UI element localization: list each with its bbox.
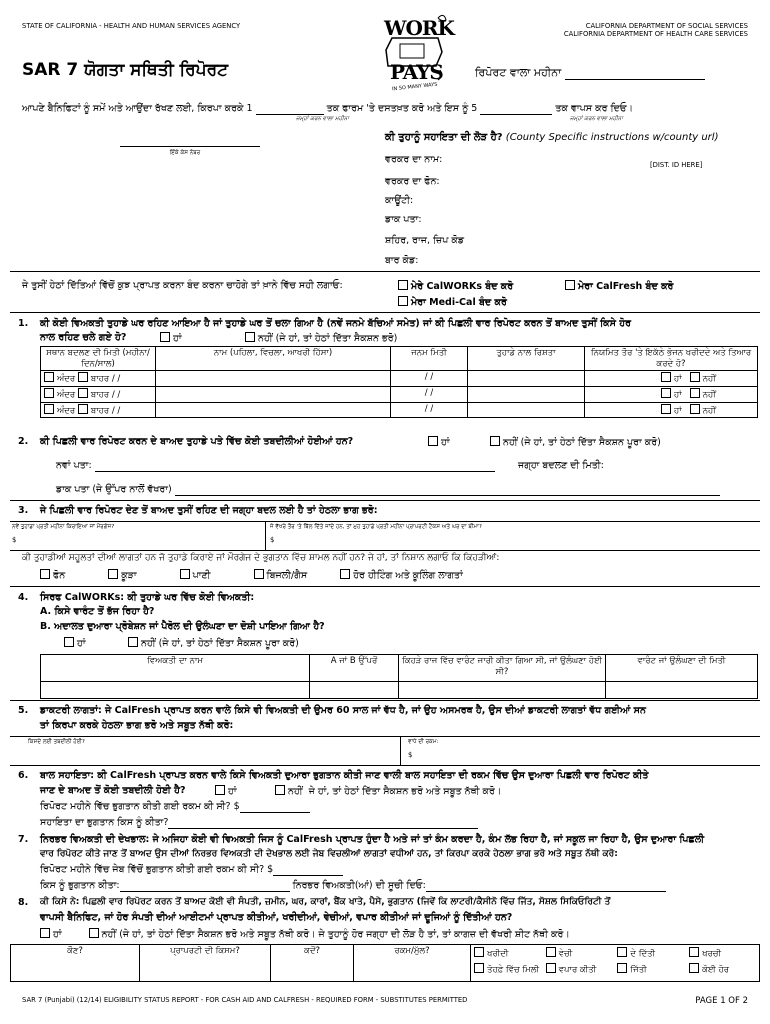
out-checkbox[interactable] — [78, 372, 88, 382]
out-checkbox[interactable] — [78, 388, 88, 398]
in-checkbox[interactable] — [44, 404, 54, 414]
q5-number: 5. — [18, 705, 29, 716]
table-row — [41, 682, 758, 699]
q4-no-label: ਨਹੀਂ (ਜੇ ਹਾਂ, ਤਾਂ ਹੇਠਾਂ ਦਿੱਤਾ ਸੈਕਸ਼ਨ ਪੂਰਾ ਕਰੋ) — [141, 638, 299, 649]
q4-col-state: ਕਿਹੜੇ ਰਾਜ ਵਿੱਚ ਵਾਰੰਟ ਜਾਰੀ ਕੀਤਾ ਗਿਆ ਸੀ, ਜਾਂ ਉਲੰਘਣਾ ਹੋਈ ਸੀ? — [399, 655, 606, 682]
q5-who-label: ਕਿਸਦੇ ਲਈ ਤਬਦੀਲੀ ਹੋਈ? — [28, 739, 85, 745]
q7-amount-input[interactable] — [273, 866, 343, 876]
bought-label: ਖਰੀਦੀ — [487, 949, 509, 959]
help-question-text: ਕੀ ਤੁਹਾਨੂੰ ਸਹਾਇਤਾ ਦੀ ਲੋੜ ਹੈ? — [385, 132, 503, 143]
yes-checkbox[interactable] — [661, 372, 671, 382]
q5-text: ਡਾਕਟਰੀ ਲਾਗਤਾਂ: ਜੇ CalFresh ਪ੍ਰਾਪਤ ਕਰਨ ਵਾਲੇ ਕਿਸੇ ਵੀ ਵਿਅਕਤੀ ਦੀ ਉਮਰ 60 ਸਾਲ ਜਾਂ ਵੱਧ ਹੈ, ਜਾਂ ਉਹ ਅਸਮਰਥ ਹੈ, ਉਸ ਦੀਆਂ ਡਾਕਟਰੀ ਲਾਗਤਾਂ ਵੱਧ ਗਈਆਂ ਸਨ — [40, 705, 646, 716]
q8-no-label: ਨਹੀਂ (ਜੇ ਹਾਂ, ਤਾਂ ਹੇਠਾਂ ਦਿੱਤਾ ਸੈਕਸ਼ਨ ਭਰੋ ਅਤੇ ਸਬੂਤ ਨੱਥੀ ਕਰੋ। ਜੇ ਤੁਹਾਨੂੰ ਹੋਰ ਜਗ੍ਹਾ ਦੀ ਲੋੜ ਹੈ ਤਾਂ, ਤਾਂ ਕਾਗਜ਼ ਦੀ ਵੱਖਰੀ ਸ਼ੀਟ ਨੱਥੀ ਕਰੋ। — [101, 929, 570, 940]
divider — [10, 700, 760, 701]
q6-no-option[interactable] — [275, 785, 501, 798]
q2-mailing — [56, 484, 720, 496]
county-label: ਕਾਊਂਟੀ: — [385, 195, 414, 206]
yes-checkbox[interactable] — [661, 388, 671, 398]
divider — [10, 271, 760, 272]
q2-yes-option[interactable] — [428, 436, 450, 449]
utility-garbage[interactable] — [108, 570, 136, 581]
no-label: ਨਹੀਂ — [702, 405, 716, 416]
q8-yes-option[interactable] — [40, 929, 62, 940]
q2-number: 2. — [18, 436, 29, 447]
logo-tagline: IN SO MANY WAYS — [391, 81, 438, 93]
q1-number: 1. — [18, 318, 29, 329]
other-checkbox[interactable] — [689, 963, 699, 973]
worker-name: ਵਰਕਰ ਦਾ ਨਾਮ: — [385, 154, 443, 165]
intro-due-month-1[interactable] — [256, 105, 324, 115]
rent-label: ਨਵੇਂ ਤੁਹਾਡਾ ਪ੍ਰਤੀ ਮਹੀਨਾ ਕਿਰਾਇਆ ਜਾਂ ਮੌਰਗੇਜ? — [12, 524, 115, 530]
form-page — [10, 0, 760, 1024]
q7-amount — [40, 864, 343, 876]
q4-b: B. ਅਦਾਲਤ ਦੁਆਰਾ ਪ੍ਰੋਬੇਸ਼ਨ ਜਾਂ ਪੈਰੋਲ ਦੀ ਉਲੰਘਣਾ ਦਾ ਦੋਸ਼ੀ ਪਾਇਆ ਗਿਆ ਹੈ? — [40, 621, 325, 632]
q8-col-amount[interactable]: ਰਕਮ/ਮੁੱਲ? — [354, 945, 471, 982]
q2-no-option[interactable] — [490, 436, 661, 449]
in-label: ਅੰਦਰ — [57, 405, 76, 416]
q7-dependents-input[interactable] — [426, 882, 666, 892]
q8-col-when[interactable]: ਕਦੋਂ? — [271, 945, 354, 982]
stop-calworks-label: ਮੇਰੇ CalWORKs ਬੰਦ ਕਰੋ — [411, 281, 514, 292]
stop-calfresh-label: ਮੇਰਾ CalFresh ਬੰਦ ਕਰੋ — [578, 281, 674, 292]
report-month-label: ਰਿਪੋਰਟ ਵਾਲਾ ਮਹੀਨਾ — [475, 66, 562, 79]
q4-col-ab: A ਜਾਂ B ਉੱਪਰੋਂ — [310, 655, 399, 682]
table-row — [41, 386, 758, 402]
utilities-question: ਕੀ ਤੁਹਾਡੀਆਂ ਸਹੂਲਤਾਂ ਦੀਆਂ ਲਾਗਤਾਂ ਹਨ ਜੋ ਤੁਹਾਡੇ ਕਿਰਾਏ ਜਾਂ ਮੌਰਗੇਜ ਦੇ ਭੁਗਤਾਨ ਵਿੱਚ ਸ਼ਾਮਲ ਨਹੀਂ ਹਨ? ਜੇ ਹਾਂ, ਤਾਂ ਨਿਸ਼ਾਨ ਲਗਾਓ ਕਿ ਕਿਹੜੀਆਂ: — [22, 553, 500, 563]
logo-work-text: WORK — [384, 16, 454, 40]
divider — [10, 500, 760, 501]
tax-dollar[interactable]: $ — [270, 536, 275, 544]
spent-checkbox[interactable] — [689, 947, 699, 957]
footer-form-id: SAR 7 (Punjabi) (12/14) ELIGIBILITY STATUS REPORT - FOR CASH AID AND CALFRESH - REQUIRED FORM - SUBSTITUTES PERMITTED — [22, 996, 468, 1004]
q4-no-checkbox[interactable] — [128, 637, 138, 647]
gift-label: ਤੋਹਫ਼ੇ ਵਿੱਚ ਮਿਲੀ — [487, 965, 540, 976]
q4-no-option[interactable] — [128, 637, 299, 650]
county-note: (County Specific instructions w/county url) — [505, 132, 719, 143]
q2-text: ਕੀ ਪਿਛਲੀ ਵਾਰ ਰਿਪੋਰਟ ਕਰਨ ਦੇ ਬਾਅਦ ਤੁਹਾਡੇ ਪਤੇ ਵਿੱਚ ਕੋਈ ਤਬਦੀਲੀਆਂ ਹੋਈਆਂ ਹਨ? — [40, 436, 354, 447]
q1-col-dob: ਜਨਮ ਮਿਤੀ — [391, 347, 468, 371]
stop-prompt: ਜੇ ਤੁਸੀਂ ਹੇਠਾਂ ਦਿੱਤਿਆਂ ਵਿੱਚੋਂ ਕੁਝ ਪ੍ਰਾਪਤ ਕਰਨਾ ਬੰਦ ਕਰਨਾ ਚਾਹੋਗੇ ਤਾਂ ਖ਼ਾਨੇ ਵਿੱਚ ਸਹੀ ਲਗਾਓ: — [22, 280, 343, 291]
q8-col-type[interactable]: ਪ੍ਰਾਪਰਟੀ ਦੀ ਕਿਸਮ? — [140, 945, 271, 982]
out-label: ਬਾਹਰ — [90, 405, 110, 416]
yes-checkbox[interactable] — [661, 404, 671, 414]
heating-cooling-label: ਹੋਰ ਹੀਟਿੰਗ ਅਤੇ ਕੂਲਿੰਗ ਲਾਗਤਾਂ — [353, 570, 463, 581]
in-label: ਅੰਦਰ — [57, 389, 76, 400]
report-month-input[interactable] — [565, 70, 705, 80]
phone-checkbox[interactable] — [40, 569, 50, 579]
q1-row-relationship[interactable] — [468, 371, 585, 387]
q1-text: ਕੀ ਕੋਈ ਵਿਅਕਤੀ ਤੁਹਾਡੇ ਘਰ ਰਹਿਣ ਆਇਆ ਹੈ ਜਾਂ ਤੁਹਾਡੇ ਘਰ ਤੋਂ ਚਲਾ ਗਿਆ ਹੈ (ਨਵੇਂ ਜਨਮੇ ਬੱਚਿਆਂ ਸਮੇਤ) ਜਾਂ ਕੀ ਪਿਛਲੀ ਵਾਰ ਰਿਪੋਰਟ ਕਰਨ ਤੋਂ ਬਾਅਦ ਤੁਸੀਂ ਕਿਸੇ ਹੋਰ — [40, 318, 632, 329]
stop-calfresh-option[interactable] — [565, 280, 673, 293]
agency-right — [564, 22, 748, 39]
rent-dollar[interactable]: $ — [12, 536, 17, 544]
q7-text: ਨਿਰਭਰ ਵਿਅਕਤੀ ਦੀ ਦੇਖਭਾਲ: ਜੇ ਅਜਿਹਾ ਕੋਈ ਵੀ ਵਿਅਕਤੀ ਜਿਸ ਨੂੰ CalFresh ਪ੍ਰਾਪਤ ਹੁੰਦਾ ਹੈ ਅਤੇ ਜਾਂ ਤਾਂ ਕੰਮ ਕਰਦਾ ਹੈ, ਕੰਮ ਲੱਭ ਰਿਹਾ ਹੈ, ਜਾਂ ਸਕੂਲ ਜਾ ਰਿਹਾ ਹੈ, ਉਸ ਦੁਆਰਾ ਪਿਛਲੀ — [40, 834, 705, 845]
q5-dollar[interactable]: $ — [408, 751, 413, 759]
agency-right-line-2: CALIFORNIA DEPARTMENT OF HEALTH CARE SERVICES — [563, 30, 748, 39]
table-row — [41, 402, 758, 418]
spent-label: ਖਰਚੀ — [702, 949, 722, 959]
divider — [400, 737, 401, 765]
other-label: ਕੋਈ ਹੋਰ — [702, 965, 729, 976]
form-title: SAR 7 ਯੋਗਤਾ ਸਥਿਤੀ ਰਿਪੋਰਟ — [22, 60, 229, 80]
out-label: ਬਾਹਰ — [90, 389, 110, 400]
date-slashes: / / — [111, 389, 121, 400]
q1-no-label: ਨਹੀਂ (ਜੇ ਹਾਂ, ਤਾਂ ਹੇਠਾਂ ਦਿੱਤਾ ਸੈਕਸ਼ਨ ਭਰੋ) — [258, 333, 398, 344]
q7-text-2: ਵਾਰ ਰਿਪੋਰਟ ਕੀਤੇ ਜਾਣ ਤੋਂ ਬਾਅਦ ਉਸ ਦੀਆਂ ਨਿਰਭਰ ਵਿਅਕਤੀ ਦੀ ਦੇਖਭਾਲ ਲਈ ਜੇਬ ਵਿਚਲੀਆਂ ਲਾਗਤਾਂ ਵਧੀਆਂ ਹਨ, ਤਾਂ ਕਿਰਪਾ ਕਰਕੇ ਹੇਠਲਾ ਭਾਗ ਭਰੋ ਅਤੇ ਸਬੂਤ ਨੱਥੀ ਕਰੋ: — [40, 849, 618, 859]
q7-number: 7. — [18, 834, 29, 845]
gave-away-label: ਦੇ ਦਿੱਤੀ — [630, 949, 656, 959]
tax-label: ਜੇ ਵੱਖਰੇ ਤੌਰ 'ਤੇ ਬਿੱਲ ਦਿੱਤੇ ਜਾਂਦੇ ਹਨ, ਤਾਂ ਮੁਹ ਤੁਹਾਡੇ ਪ੍ਰਤੀ ਮਹੀਨਾ ਪ੍ਰਾਪਰਟੀ ਟੈਕਸ ਅਤੇ ਘਰ ਦਾ ਬੀਮਾ? — [270, 524, 482, 530]
q6-amount-label: ਰਿਪੋਰਟ ਮਹੀਨੇ ਵਿੱਚ ਭੁਗਤਾਨ ਕੀਤੀ ਗਈ ਰਕਮ ਕੀ ਸੀ? $ — [40, 801, 240, 812]
stop-medical-checkbox[interactable] — [398, 296, 408, 306]
q6-paid-to-label: ਸਹਾਇਤਾ ਦਾ ਭੁਗਤਾਨ ਕਿਸ ਨੂੰ ਕੀਤਾ? — [40, 817, 169, 828]
q7-dependents-label: ਨਿਰਭਰ ਵਿਅਕਤੀ(ਆਂ) ਦੀ ਸੂਚੀ ਦਿਓ: — [292, 880, 426, 891]
q8-table — [10, 944, 760, 982]
stop-medical-label: ਮੇਰਾ Medi-Cal ਬੰਦ ਕਰੋ — [411, 297, 507, 308]
intro-part-3: ਤਕ ਵਾਪਸ ਕਰ ਦਿਓ। — [555, 103, 634, 114]
help-question — [385, 132, 718, 145]
yes-label: ਹਾਂ — [674, 374, 682, 385]
intro-part-2: ਤਕ ਫਾਰਮ 'ਤੇ ਦਸਤਖ਼ਤ ਕਰੋ ਅਤੇ ਇਸ ਨੂੰ 5 — [326, 103, 478, 114]
q8-text: ਕੀ ਕਿਸੇ ਨੇ: ਪਿਛਲੀ ਵਾਰ ਰਿਪੋਰਟ ਕਰਨ ਤੋਂ ਬਾਅਦ ਕੋਈ ਵੀ ਸੰਪਤੀ, ਜ਼ਮੀਨ, ਘਰ, ਕਾਰਾਂ, ਬੈਂਕ ਖਾਤੇ, ਪੈਸੇ, ਭੁਗਤਾਨ (ਜਿਵੇਂ ਕਿ ਲਾਟਰੀ/ਕੈਸੀਨੋ ਵਿੱਚ ਜਿੱਤ, ਸੋਸ਼ਲ ਸਿਕਿਓਰਿਟੀ ਤੋਂ — [40, 897, 611, 907]
move-date-label: ਜਗ੍ਹਾ ਬਦਲਣ ਦੀ ਮਿਤੀ: — [518, 460, 604, 471]
utility-options — [40, 569, 463, 582]
q1-row-move — [41, 371, 156, 387]
footer-page-number: PAGE 1 OF 2 — [695, 996, 748, 1006]
stop-calworks-checkbox[interactable] — [398, 280, 408, 290]
q8-col-who[interactable]: ਕੌਣ? — [11, 945, 140, 982]
q6-yes-label: ਹਾਂ — [228, 786, 237, 797]
no-checkbox[interactable] — [690, 388, 700, 398]
garbage-label: ਕੂੜਾ — [121, 570, 137, 581]
utility-electric-gas[interactable] — [254, 570, 308, 581]
q1-no-checkbox[interactable] — [245, 332, 255, 342]
q6-number: 6. — [18, 770, 29, 781]
q7-paid-to-input[interactable] — [120, 882, 290, 892]
q8-no-checkbox[interactable] — [89, 928, 99, 938]
q1-row-food — [585, 371, 758, 387]
in-checkbox[interactable] — [44, 372, 54, 382]
q1-row-dob[interactable]: / / — [391, 402, 468, 418]
won-label: ਜਿੱਤੀ — [630, 965, 647, 976]
traded-checkbox[interactable] — [546, 963, 556, 973]
q1-row-relationship[interactable] — [468, 402, 585, 418]
intro-part-1: ਆਪਣੇ ਬੈਨਿਫਿਟਾਂ ਨੂੰ ਸਮੇਂ ਅਤੇ ਆਉਂਦਾ ਰੱਖਣ ਲਈ, ਕਿਰਪਾ ਕਰਕੇ 1 — [22, 103, 253, 114]
q6-paid-to — [40, 817, 478, 829]
q6-no-note: ਜੇ ਹਾਂ, ਤਾਂ ਹੇਠਾਂ ਦਿੱਤਾ ਸੈਕਸ਼ਨ ਭਰੋ ਅਤੇ ਸਬੂਤ ਨੱਥੀ ਕਰੋ। — [308, 786, 502, 797]
q8-text-2: ਵਾਪਸੀ ਬੈਨਿਫਿਟ, ਜਾਂ ਹੋਰ ਸੰਪਤੀ ਦੀਆਂ ਆਈਟਮਾਂ ਪ੍ਰਾਪਤ ਕੀਤੀਆਂ, ਖਰੀਦੀਆਂ, ਵੇਚੀਆਂ, ਵਪਾਰ ਕੀਤੀਆਂ ਜਾਂ ਦੂਜਿਆਂ ਨੂੰ ਦਿੱਤੀਆਂ ਹਨ? — [40, 912, 513, 923]
q4-number: 4. — [18, 592, 29, 603]
gave-away-checkbox[interactable] — [617, 947, 627, 957]
worker-phone: ਵਰਕਰ ਦਾ ਫੋਨ: — [385, 176, 440, 187]
q1-yes-option[interactable] — [160, 332, 182, 345]
q1-col-relationship: ਤੁਹਾਡੇ ਨਾਲ ਰਿਸ਼ਤਾ — [468, 347, 585, 371]
q7-amount-label: ਰਿਪੋਰਟ ਮਹੀਨੇ ਵਿੱਚ ਜੇਬ ਵਿੱਚੋਂ ਭੁਗਤਾਨ ਕੀਤੀ ਗਈ ਰਕਮ ਕੀ ਸੀ? $ — [40, 864, 274, 875]
mailing-input[interactable] — [175, 486, 720, 496]
q8-options — [40, 928, 570, 941]
in-label: ਅੰਦਰ — [57, 374, 76, 385]
mailing-address-label: ਡਾਕ ਪਤਾ: — [385, 214, 422, 225]
q1-row-move — [41, 386, 156, 402]
q1-row-name[interactable] — [156, 402, 391, 418]
q6-yes-option[interactable] — [215, 785, 237, 798]
q4-yes-checkbox[interactable] — [64, 637, 74, 647]
q4-yes-option[interactable] — [64, 637, 86, 650]
q1-row-dob[interactable]: / / — [391, 386, 468, 402]
no-label: ਨਹੀਂ — [702, 374, 716, 385]
q1-row-relationship[interactable] — [468, 386, 585, 402]
q2-yes-checkbox[interactable] — [428, 436, 438, 446]
q8-disposition — [471, 945, 760, 982]
q2-move-date — [518, 460, 604, 472]
q6-amount — [40, 801, 310, 813]
report-month-field — [475, 66, 705, 80]
q8-number: 8. — [18, 897, 29, 908]
case-number-label: ਇੰਕੇ ਕੇਸ ਨੰਬਰ — [170, 150, 201, 156]
new-address-label: ਨਵਾਂ ਪਤਾ: — [56, 460, 92, 471]
q4-col-name: ਵਿਅਕਤੀ ਦਾ ਨਾਮ — [41, 655, 310, 682]
no-label: ਨਹੀਂ — [702, 389, 716, 400]
stop-calworks-option[interactable] — [398, 280, 513, 293]
phone-label: ਫੋਨ — [53, 570, 66, 581]
yes-label: ਹਾਂ — [674, 389, 682, 400]
out-checkbox[interactable] — [78, 404, 88, 414]
traded-label: ਵਪਾਰ ਕੀਤੀ — [558, 965, 597, 976]
q6-paid-to-input[interactable] — [168, 819, 478, 829]
q4-table-header — [41, 655, 758, 682]
q6-text-2: ਜਾਣ ਦੇ ਬਾਅਦ ਤੋਂ ਕੋਈ ਤਬਦੀਲੀ ਹੋਈ ਹੈ? — [40, 785, 186, 796]
q1-table-header — [41, 347, 758, 371]
no-checkbox[interactable] — [690, 372, 700, 382]
mailing-label: ਡਾਕ ਪਤਾ (ਜੇ ਉੱਪਰ ਨਾਲੋਂ ਵੱਖਰਾ) — [56, 484, 172, 495]
q2-no-label: ਨਹੀਂ (ਜੇ ਹਾਂ, ਤਾਂ ਹੇਠਾਂ ਦਿੱਤਾ ਸੈਕਸ਼ਨ ਪੂਰਾ ਕਰੋ) — [503, 437, 661, 448]
q6-no-label: ਨਹੀਂ — [288, 786, 303, 797]
q3-cost-row — [10, 521, 760, 551]
divider — [10, 312, 760, 313]
q6-amount-input[interactable] — [240, 803, 310, 813]
q7-paid-to-label: ਕਿਸ ਨੂੰ ਭੁਗਤਾਨ ਕੀਤਾ: — [40, 880, 120, 891]
case-number-line[interactable] — [120, 146, 260, 147]
electric-gas-label: ਬਿਜਲੀ/ਗੈਸ — [266, 570, 308, 581]
work-pays-logo — [378, 8, 454, 94]
q1-col-food: ਨਿਯਮਿਤ ਤੌਰ 'ਤੇ ਇਕੱਠੇ ਭੋਜਨ ਖਰੀਦਦੇ ਅਤੇ ਤਿਆਰ ਕਰਦੇ ਹੋ? — [585, 347, 758, 371]
q4-row-ab[interactable] — [310, 682, 399, 699]
gift-checkbox[interactable] — [474, 963, 484, 973]
intro-line — [22, 103, 633, 115]
q7-paid-to — [40, 880, 666, 892]
divider — [265, 522, 266, 550]
q1-no-option[interactable] — [245, 332, 397, 345]
table-row — [41, 371, 758, 387]
q4-row-name[interactable] — [41, 682, 310, 699]
q1-row-name[interactable] — [156, 386, 391, 402]
q1-row-food — [585, 386, 758, 402]
q5-increase-label: ਵਾਧੇ ਦੀ ਰਕਮ: — [408, 739, 439, 745]
q5-row — [10, 736, 760, 766]
stop-medical-option[interactable] — [398, 296, 507, 309]
q8-disposition-row-1 — [474, 946, 756, 962]
q1-table — [40, 346, 758, 418]
agency-left: STATE OF CALIFORNIA - HEALTH AND HUMAN SERVICES AGENCY — [22, 22, 241, 30]
heating-cooling-checkbox[interactable] — [340, 569, 350, 579]
in-checkbox[interactable] — [44, 388, 54, 398]
q6-yes-checkbox[interactable] — [215, 785, 225, 795]
q4-row-state[interactable] — [399, 682, 606, 699]
q2-no-checkbox[interactable] — [490, 436, 500, 446]
utility-water[interactable] — [180, 570, 211, 581]
yes-label: ਹਾਂ — [674, 405, 682, 416]
sold-checkbox[interactable] — [546, 947, 556, 957]
date-slashes: / / — [111, 405, 121, 416]
q8-no-option[interactable] — [89, 929, 570, 940]
q1-yes-label: ਹਾਂ — [173, 333, 182, 344]
q1-col-name: ਨਾਮ (ਪਹਿਲਾ, ਵਿਚਲਾ, ਆਖਰੀ ਹਿੱਸਾ) — [156, 347, 391, 371]
q4-table — [40, 654, 758, 699]
intro-due-note-1: ਜਮ੍ਹਾਂ ਕਰਨ ਵਾਲਾ ਮਹੀਨਾ — [296, 116, 349, 122]
new-address-input[interactable] — [95, 462, 495, 472]
bar-code-label: ਬਾਰ ਕੋਡ: — [385, 255, 419, 266]
q4-a: A. ਕਿਸੇ ਵਾਰੰਟ ਤੋਂ ਭੱਜ ਰਿਹਾ ਹੈ? — [40, 606, 155, 617]
utility-heating-cooling[interactable] — [340, 570, 463, 581]
date-slashes: / / — [111, 374, 121, 385]
stop-calfresh-checkbox[interactable] — [565, 280, 575, 290]
q8-yes-checkbox[interactable] — [40, 928, 50, 938]
q8-yes-label: ਹਾਂ — [53, 929, 62, 940]
agency-right-line-1: CALIFORNIA DEPARTMENT OF SOCIAL SERVICES — [585, 22, 748, 30]
q1-row-move — [41, 402, 156, 418]
out-label: ਬਾਹਰ — [90, 374, 110, 385]
q1-row-name[interactable] — [156, 371, 391, 387]
q2-new-address — [56, 460, 495, 472]
q6-text: ਬਾਲ ਸਹਾਇਤਾ: ਕੀ CalFresh ਪ੍ਰਾਪਤ ਕਰਨ ਵਾਲੇ ਕਿਸੇ ਵਿਅਕਤੀ ਦੁਆਰਾ ਭੁਗਤਾਨ ਕੀਤੀ ਜਾਣ ਵਾਲੀ ਬਾਲ ਸਹਾਇਤਾ ਦੀ ਰਕਮ ਵਿੱਚ ਉਸ ਦੁਆਰਾ ਪਿਛਲੀ ਵਾਰ ਰਿਪੋਰਟ ਕੀਤੇ — [40, 770, 649, 781]
divider — [10, 586, 760, 587]
q1-row-food — [585, 402, 758, 418]
q1-text-2: ਨਾਲ ਰਹਿਣ ਚਲੇ ਗਏ ਹੋ? — [40, 332, 127, 343]
water-checkbox[interactable] — [180, 569, 190, 579]
q2-yes-label: ਹਾਂ — [441, 437, 450, 448]
q4-text: ਸਿਰਫ CalWORKs: ਕੀ ਤੁਹਾਡੇ ਘਰ ਵਿੱਚ ਕੋਈ ਵਿਅਕਤੀ: — [40, 592, 255, 603]
intro-due-month-2[interactable] — [480, 105, 552, 115]
q4-yes-label: ਹਾਂ — [77, 638, 86, 649]
q4-col-date: ਵਾਰੰਟ ਜਾਂ ਉਲੰਘਣਾ ਦੀ ਮਿਤੀ — [606, 655, 758, 682]
water-label: ਪਾਣੀ — [192, 570, 211, 581]
intro-due-note-2: ਜਮ੍ਹਾਂ ਕਰਨ ਵਾਲਾ ਮਹੀਨਾ — [570, 116, 623, 122]
q6-no-checkbox[interactable] — [275, 785, 285, 795]
q3-number: 3. — [18, 505, 29, 516]
logo-pays-text: PAYS — [390, 60, 443, 84]
q4-row-date[interactable] — [606, 682, 758, 699]
table-row — [11, 945, 760, 982]
q1-col-move-date: ਸਥਾਨ ਬਦਲਣ ਦੀ ਮਿਤੀ (ਮਹੀਨਾ/ਦਿਨ/ਸਾਲ) — [41, 347, 156, 371]
won-checkbox[interactable] — [617, 963, 627, 973]
q1-row-dob[interactable]: / / — [391, 371, 468, 387]
q1-yes-checkbox[interactable] — [160, 332, 170, 342]
dist-id: [DIST. ID HERE] — [650, 161, 703, 169]
utility-phone[interactable] — [40, 570, 65, 581]
q5-text-2: ਤਾਂ ਕਿਰਪਾ ਕਰਕੇ ਹੇਠਲਾ ਭਾਗ ਭਰੋ ਅਤੇ ਸਬੂਤ ਨੱਥੀ ਕਰੋ: — [40, 720, 234, 731]
no-checkbox[interactable] — [690, 404, 700, 414]
q3-text: ਜੇ ਪਿਛਲੀ ਵਾਰ ਰਿਪੋਰਟ ਦੇਣ ਤੋਂ ਬਾਅਦ ਤੁਸੀਂ ਰਹਿਣ ਦੀ ਜਗ੍ਹਾ ਬਦਲ ਲਈ ਹੈ ਤਾਂ ਹੇਠਲਾ ਭਾਗ ਭਰੋ: — [40, 505, 378, 516]
q8-disposition-row-2 — [474, 962, 756, 978]
sold-label: ਵੇਚੀ — [558, 949, 573, 959]
electric-gas-checkbox[interactable] — [254, 569, 264, 579]
city-state-zip-label: ਸ਼ਹਿਰ, ਰਾਜ, ਜ਼ਿਪ ਕੋਡ — [385, 235, 465, 246]
bought-checkbox[interactable] — [474, 947, 484, 957]
garbage-checkbox[interactable] — [108, 569, 118, 579]
